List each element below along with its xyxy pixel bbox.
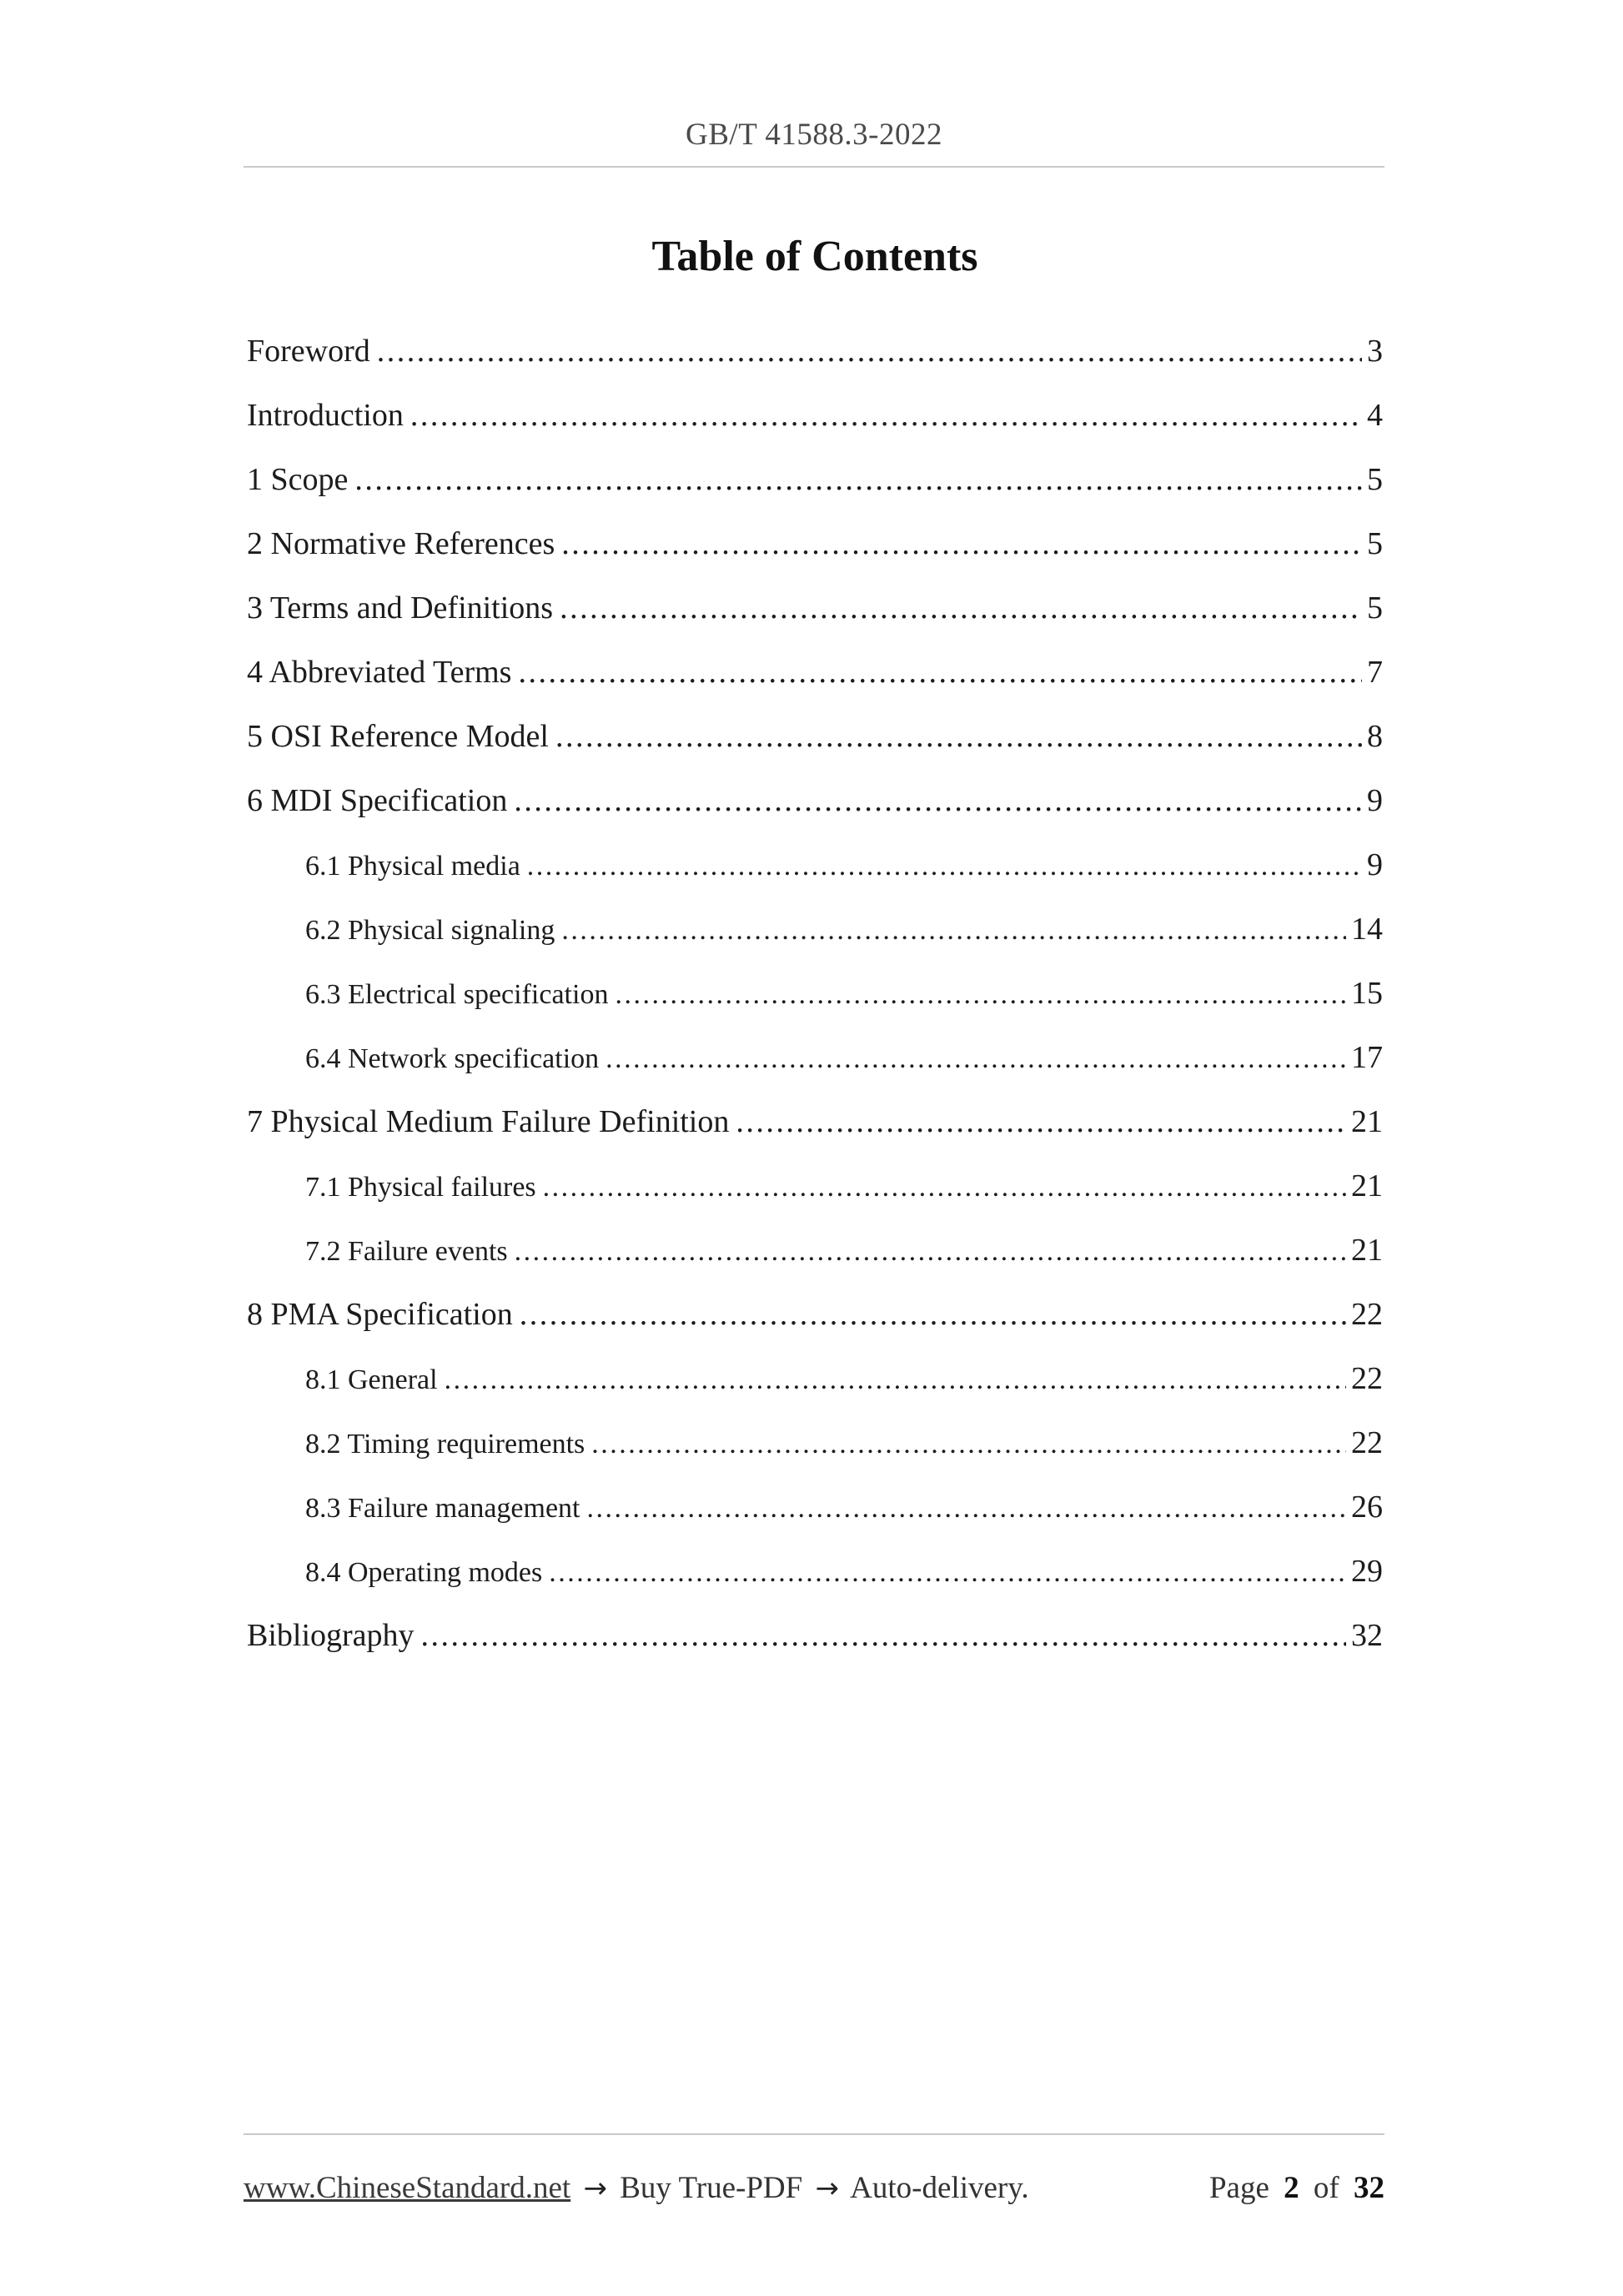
toc-entry-label: 6.2 Physical signaling	[305, 915, 555, 946]
of-word: of	[1313, 2171, 1339, 2205]
toc-entry	[247, 1218, 1383, 1283]
toc-entry-page: 17	[1351, 1040, 1383, 1075]
toc-entry-page: 3	[1367, 334, 1383, 369]
toc-entry-page: 5	[1367, 526, 1383, 561]
toc-entry-page: 8	[1367, 719, 1383, 754]
page-total: 32	[1354, 2171, 1384, 2205]
toc-entry-label: 4 Abbreviated Terms	[247, 655, 512, 690]
page-header	[244, 0, 1384, 168]
toc-entry-page: 32	[1351, 1618, 1383, 1653]
arrow-right-icon: →	[815, 2172, 839, 2205]
toc-dot-leader	[515, 1219, 1346, 1284]
toc-dot-leader	[520, 1283, 1346, 1347]
toc-entry-page: 5	[1367, 590, 1383, 625]
toc-dot-leader	[561, 898, 1346, 962]
toc-entry-label: 7.1 Physical failures	[305, 1172, 536, 1203]
toc-entry	[247, 384, 1383, 448]
toc-entry-label: 8.4 Operating modes	[305, 1557, 543, 1588]
toc-dot-leader	[421, 1604, 1346, 1668]
toc-entry-page: 5	[1367, 462, 1383, 497]
toc-entry	[247, 705, 1383, 769]
toc-entry-page: 14	[1351, 912, 1383, 947]
toc-entry	[247, 1604, 1383, 1668]
toc-entry	[247, 576, 1383, 641]
page-indicator	[1203, 2170, 1384, 2206]
standard-number: GB/T 41588.3-2022	[686, 118, 942, 152]
toc-entry-page: 26	[1351, 1490, 1383, 1525]
toc-entry	[247, 1026, 1383, 1090]
toc-entry-label: 3 Terms and Definitions	[247, 590, 554, 625]
toc-entry-label: Introduction	[247, 398, 404, 433]
toc-dot-leader	[518, 641, 1362, 705]
toc-entry	[247, 448, 1383, 512]
footer-info	[244, 2170, 1034, 2206]
toc-entry	[247, 1540, 1383, 1604]
toc-dot-leader	[514, 769, 1362, 833]
toc-dot-leader	[527, 834, 1362, 898]
toc-entry-label: 2 Normative References	[247, 526, 555, 561]
toc-dot-leader	[736, 1090, 1346, 1154]
toc-entry-label: 7.2 Failure events	[305, 1236, 508, 1267]
arrow-right-icon: →	[583, 2172, 607, 2205]
header-divider	[244, 166, 1384, 168]
toc-dot-leader	[561, 512, 1362, 576]
toc-dot-leader	[410, 384, 1362, 448]
toc-entry	[247, 1090, 1383, 1154]
toc-entry	[247, 1154, 1383, 1218]
toc-entry-label: 8.1 General	[305, 1364, 438, 1395]
footer-delivery-text: Auto-delivery.	[850, 2171, 1029, 2205]
toc-entry-label: 8.2 Timing requirements	[305, 1429, 585, 1459]
toc-entry	[247, 769, 1383, 833]
toc-entry	[247, 641, 1383, 705]
toc-dot-leader	[560, 576, 1362, 641]
toc-entry	[247, 897, 1383, 962]
toc-entry-label: 1 Scope	[247, 462, 349, 497]
toc-entry-label: 7 Physical Medium Failure Definition	[247, 1104, 730, 1139]
toc-entry-label: 5 OSI Reference Model	[247, 719, 549, 754]
toc-dot-leader	[587, 1476, 1346, 1540]
toc-entry	[247, 319, 1383, 384]
page-footer	[244, 2133, 1384, 2206]
toc-dot-leader	[549, 1540, 1346, 1605]
footer-site-link[interactable]: www.ChineseStandard.net	[244, 2171, 571, 2205]
toc-dot-leader	[445, 1348, 1346, 1412]
toc-entry-label: 6.3 Electrical specification	[305, 979, 609, 1010]
page-word: Page	[1208, 2171, 1269, 2205]
toc-section	[247, 232, 1383, 1668]
page-current: 2	[1284, 2171, 1299, 2205]
toc-entry	[247, 1347, 1383, 1411]
toc-entry-page: 22	[1351, 1297, 1383, 1332]
toc-entry-page: 21	[1351, 1168, 1383, 1203]
toc-entry-label: 6 MDI Specification	[247, 783, 508, 818]
toc-entry-label: Foreword	[247, 334, 370, 369]
toc-dot-leader	[543, 1155, 1346, 1219]
toc-entry	[247, 1475, 1383, 1540]
toc-entry-label: 8.3 Failure management	[305, 1493, 580, 1524]
toc-entry-page: 7	[1367, 655, 1383, 690]
footer-buy-text: Buy True-PDF	[620, 2171, 803, 2205]
toc-entry	[247, 962, 1383, 1026]
toc-dot-leader	[555, 705, 1362, 769]
toc-entry-page: 4	[1367, 398, 1383, 433]
toc-entry-page: 9	[1367, 783, 1383, 818]
toc-entry-label: 6.4 Network specification	[305, 1043, 600, 1074]
toc-dot-leader	[591, 1412, 1346, 1476]
toc-entry-label: 8 PMA Specification	[247, 1297, 513, 1332]
toc-entry-label: Bibliography	[247, 1618, 415, 1653]
toc-title: Table of Contents	[651, 233, 978, 280]
toc-dot-leader	[377, 319, 1362, 384]
toc-entry-page: 22	[1351, 1361, 1383, 1396]
toc-entry-page: 15	[1351, 976, 1383, 1011]
toc-entry	[247, 1411, 1383, 1475]
toc-entry	[247, 512, 1383, 576]
toc-entry-page: 21	[1351, 1104, 1383, 1139]
toc-dot-leader	[354, 448, 1362, 512]
toc-dot-leader	[605, 1027, 1346, 1091]
toc-entry	[247, 833, 1383, 897]
toc-entry-label: 6.1 Physical media	[305, 851, 520, 882]
toc-entry-page: 29	[1351, 1554, 1383, 1589]
toc-entry-page: 22	[1351, 1425, 1383, 1460]
toc-entry-page: 21	[1351, 1233, 1383, 1268]
toc-entry-page: 9	[1367, 847, 1383, 882]
toc-dot-leader	[615, 962, 1346, 1027]
toc-list	[247, 319, 1383, 1668]
toc-entry	[247, 1283, 1383, 1347]
